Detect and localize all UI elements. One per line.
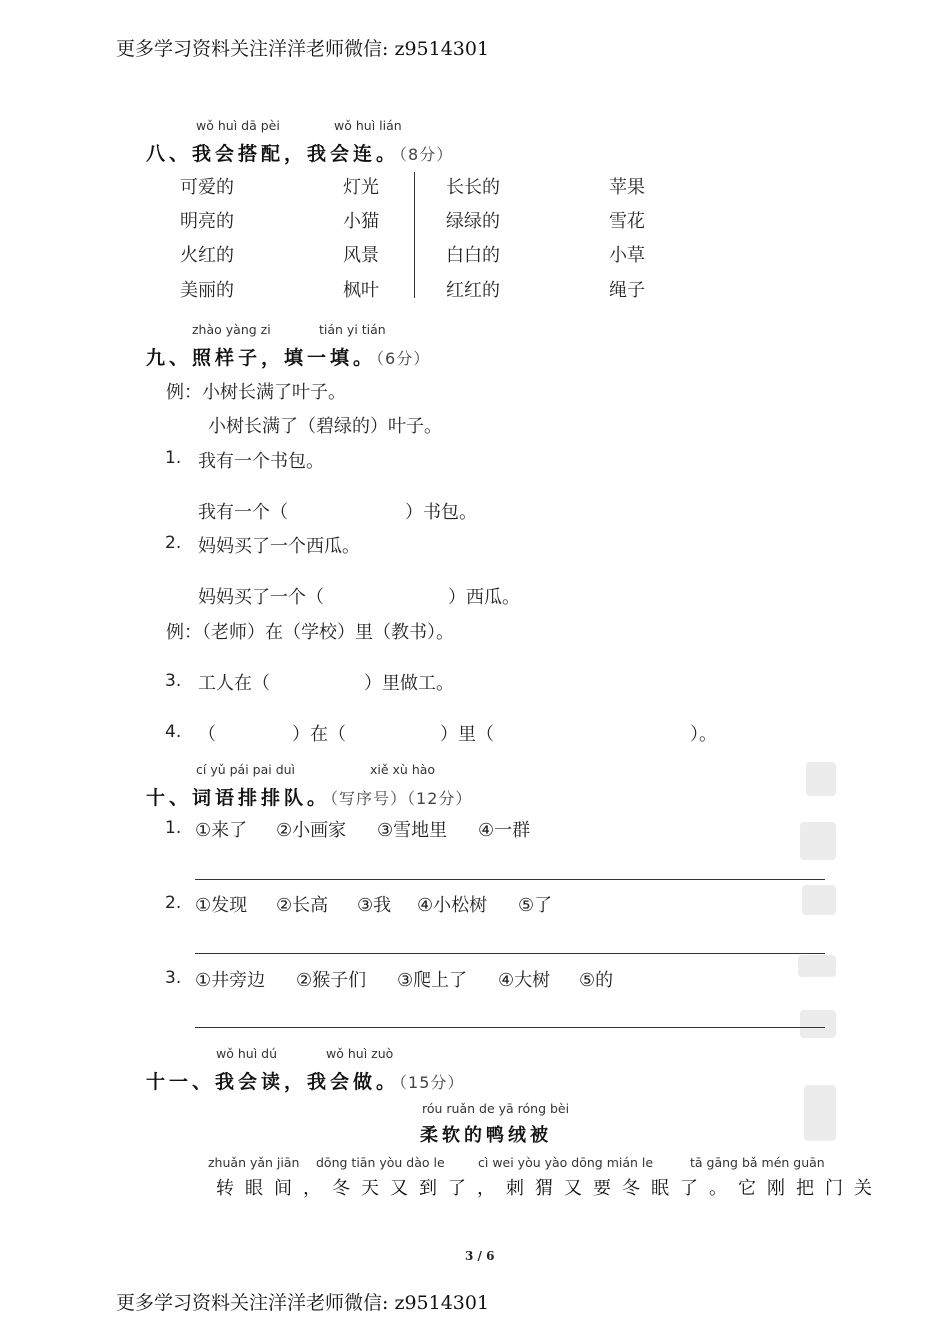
pinyin: róu ruǎn de yā róng bèi	[422, 1101, 570, 1116]
question-title: 九、照样子，填一填。（6分）	[146, 347, 431, 369]
word-option: ②小画家	[276, 820, 347, 841]
match-word[interactable]: 雪花	[609, 211, 645, 232]
match-word[interactable]: 白白的	[446, 245, 500, 266]
word-option: ②长高	[276, 895, 329, 916]
word-option: ①发现	[195, 895, 248, 916]
answer-line[interactable]	[195, 953, 825, 954]
word-option: ⑤了	[518, 895, 553, 916]
item-number: 3.	[165, 968, 182, 988]
fill-blank-right: ）书包。	[405, 502, 477, 523]
pinyin: xiě xù hào	[370, 762, 436, 777]
pinyin: zhuǎn yǎn jiān	[208, 1155, 300, 1170]
answer-line[interactable]	[195, 879, 825, 880]
question-score: （6分）	[376, 349, 431, 368]
item-number: 3.	[165, 671, 182, 691]
word-option: ⑤的	[579, 970, 614, 991]
item-number: 1.	[165, 448, 182, 468]
item-number: 2.	[165, 533, 182, 553]
match-word[interactable]: 绿绿的	[446, 211, 500, 232]
pinyin: tián yi tián	[319, 322, 386, 337]
match-word[interactable]: 苹果	[609, 177, 645, 198]
item-sentence: 妈妈买了一个西瓜。	[198, 536, 360, 557]
fill-blank-left: 工人在（	[198, 673, 270, 694]
column-divider	[414, 172, 415, 298]
match-word[interactable]: 可爱的	[180, 177, 234, 198]
question-score: （8分）	[399, 145, 454, 164]
pinyin: wǒ huì zuò	[326, 1046, 394, 1061]
example-sentence: 例：小树长满了叶子。	[166, 382, 346, 403]
match-word[interactable]: 美丽的	[180, 280, 234, 301]
fill-blank-right: ）里做工。	[364, 673, 454, 694]
word-option: ③我	[357, 895, 392, 916]
pinyin: zhào yàng zi	[192, 322, 271, 337]
footer-text: 更多学习资料关注洋洋老师微信: z9514301	[116, 1292, 490, 1314]
fill-blank-left: （	[198, 724, 216, 745]
fill-blank-mid: ）在（	[292, 724, 346, 745]
pinyin: dōng tiān yòu dào le	[316, 1155, 445, 1170]
word-option: ③雪地里	[377, 820, 448, 841]
word-option: ④小松树	[417, 895, 488, 916]
question-score: （15分）	[399, 1073, 465, 1092]
pinyin: wǒ huì dā pèi	[196, 118, 280, 133]
item-sentence: 我有一个书包。	[198, 451, 324, 472]
match-word[interactable]: 小猫	[343, 211, 379, 232]
match-word[interactable]: 长长的	[446, 177, 500, 198]
pinyin: wǒ huì dú	[216, 1046, 277, 1061]
word-option: ①井旁边	[195, 970, 266, 991]
fill-blank-mid: ）里（	[440, 724, 494, 745]
story-title: 柔软的鸭绒被	[420, 1125, 552, 1146]
match-word[interactable]: 绳子	[609, 280, 645, 301]
word-option: ③爬上了	[397, 970, 468, 991]
word-option: ②猴子们	[296, 970, 367, 991]
item-number: 1.	[165, 818, 182, 838]
match-word[interactable]: 灯光	[343, 177, 379, 198]
match-word[interactable]: 红红的	[446, 280, 500, 301]
pinyin: cì wei yòu yào dōng mián le	[478, 1155, 654, 1170]
question-title: 十一、我会读，我会做。（15分）	[146, 1071, 465, 1093]
item-number: 2.	[165, 893, 182, 913]
fill-blank-right: ）西瓜。	[448, 587, 520, 608]
word-option: ④大树	[498, 970, 551, 991]
item-number: 4.	[165, 722, 182, 742]
match-word[interactable]: 火红的	[180, 245, 234, 266]
answer-line[interactable]	[195, 1027, 825, 1028]
word-option: ①来了	[195, 820, 248, 841]
page-number: 3 / 6	[465, 1249, 495, 1263]
match-word[interactable]: 风景	[343, 245, 379, 266]
example-sentence: 小树长满了（碧绿的）叶子。	[208, 416, 442, 437]
header-text: 更多学习资料关注洋洋老师微信: z9514301	[116, 38, 490, 60]
match-word[interactable]: 枫叶	[343, 280, 379, 301]
fill-blank-left: 妈妈买了一个（	[198, 587, 324, 608]
question-score: （写序号）（12分）	[330, 789, 473, 808]
question-title: 八、我会搭配，我会连。（8分）	[146, 143, 454, 165]
match-word[interactable]: 小草	[609, 245, 645, 266]
word-option: ④一群	[478, 820, 531, 841]
example-sentence: 例：（老师）在（学校）里（教书）。	[166, 622, 454, 643]
fill-blank-right: ）。	[690, 724, 717, 745]
pinyin: wǒ huì lián	[334, 118, 402, 133]
story-text: 转眼间，冬天又到了，刺猬又要冬眠了。它刚把门关	[216, 1178, 883, 1199]
match-word[interactable]: 明亮的	[180, 211, 234, 232]
fill-blank-left: 我有一个（	[198, 502, 288, 523]
pinyin: cí yǔ pái pai duì	[196, 762, 296, 777]
question-title: 十、词语排排队。（写序号）（12分）	[146, 787, 473, 809]
pinyin: tā gāng bǎ mén guān	[690, 1155, 825, 1170]
